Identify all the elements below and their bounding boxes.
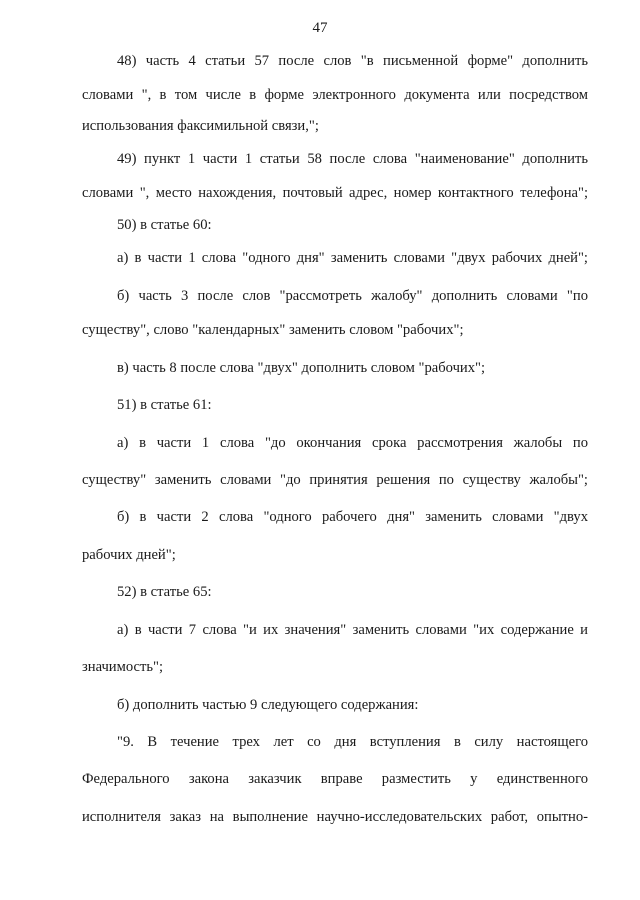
- text-line: 52) в статье 65:: [117, 584, 212, 600]
- text-line: использования факсимильной связи,";: [82, 118, 319, 134]
- text-line: а) в части 1 слова "до окончания срока рассмотрения жалобы по: [117, 435, 588, 451]
- text-line: б) часть 3 после слов "рассмотреть жалобу" дополнить словами "по: [117, 288, 588, 304]
- text-line: б) в части 2 слова "одного рабочего дня" заменить словами "двух: [117, 509, 588, 525]
- text-line: Федерального закона заказчик вправе разместить у единственного: [82, 771, 588, 787]
- text-line: словами ", место нахождения, почтовый адрес, номер контактного телефона";: [82, 185, 588, 201]
- text-line: а) в части 7 слова "и их значения" заменить словами "их содержание и: [117, 622, 588, 638]
- text-line: рабочих дней";: [82, 547, 176, 563]
- text-line: 51) в статье 61:: [117, 397, 212, 413]
- text-line: 49) пункт 1 части 1 статьи 58 после слова "наименование" дополнить: [117, 151, 588, 167]
- text-line: значимость";: [82, 659, 164, 675]
- text-line: а) в части 1 слова "одного дня" заменить словами "двух рабочих дней";: [117, 250, 588, 266]
- text-line: "9. В течение трех лет со дня вступления в силу настоящего: [117, 734, 588, 750]
- text-line: 50) в статье 60:: [117, 217, 212, 233]
- text-line: б) дополнить частью 9 следующего содержания:: [117, 697, 419, 713]
- text-line: 48) часть 4 статьи 57 после слов "в письменной форме" дополнить: [117, 53, 588, 69]
- text-line: существу", слово "календарных" заменить словом "рабочих";: [82, 322, 464, 338]
- page-number: 47: [312, 20, 328, 36]
- text-line: словами ", в том числе в форме электронного документа или посредством: [82, 87, 588, 103]
- text-line: в) часть 8 после слова "двух" дополнить словом "рабочих";: [117, 360, 486, 376]
- text-line: исполнителя заказ на выполнение научно-исследовательских работ, опытно-: [82, 809, 588, 825]
- text-line: существу" заменить словами "до принятия решения по существу жалобы";: [82, 472, 588, 488]
